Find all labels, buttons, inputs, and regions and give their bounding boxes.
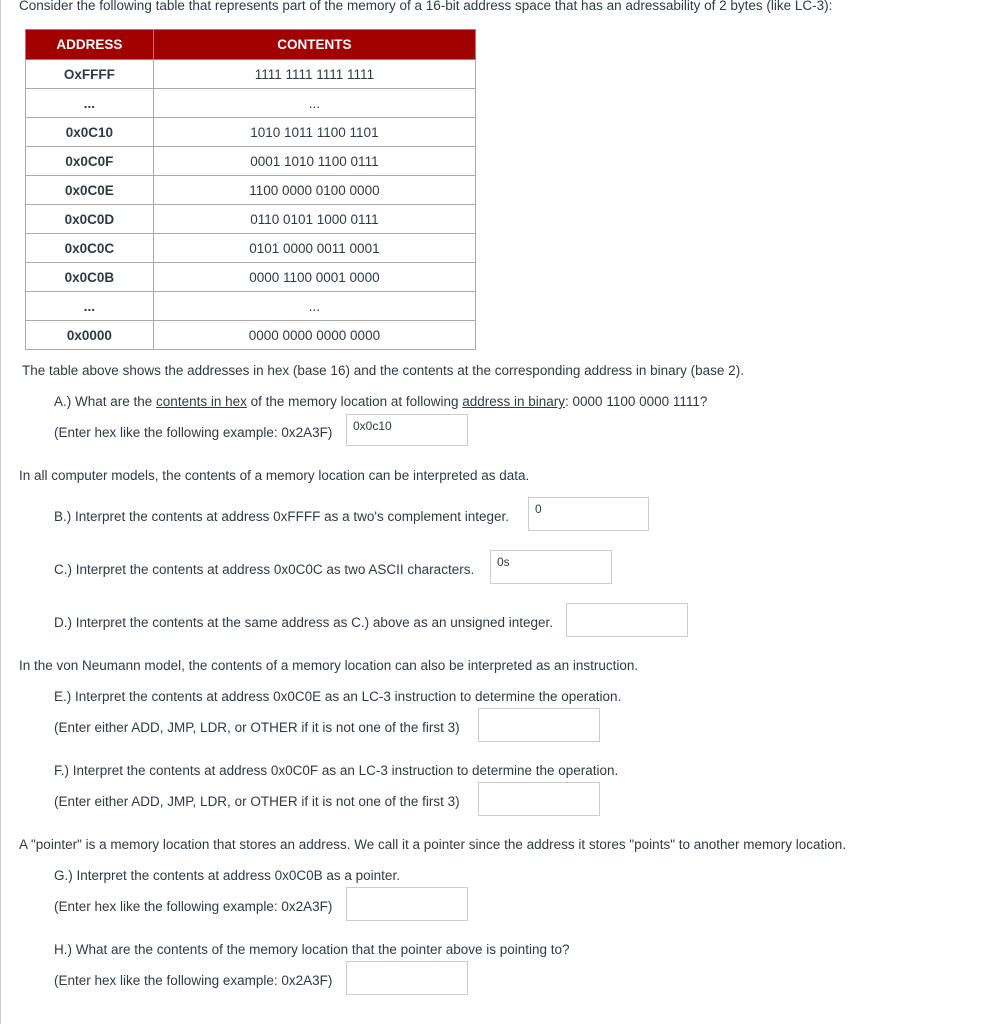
answer-a-input[interactable]: 0x0c10 (346, 414, 468, 446)
address-cell: ... (26, 89, 154, 118)
answer-d-input[interactable] (566, 603, 688, 637)
contents-cell: 1111 1111 1111 1111 (153, 60, 475, 89)
answer-g-input[interactable] (346, 887, 468, 921)
address-cell: 0x0C0C (26, 234, 154, 263)
answer-b-input[interactable]: 0 (528, 497, 649, 531)
contents-cell: 1010 1011 1100 1101 (153, 118, 475, 147)
question-a-part: A.) What are the (54, 394, 157, 409)
address-cell: 0x0C0D (26, 205, 154, 234)
pointer-intro-text: A "pointer" is a memory location that stores an address. We call it a pointer since the address it stores "points" to another memory location. (19, 837, 847, 852)
question-g-hint: (Enter hex like the following example: 0x2A3F) (54, 899, 333, 914)
data-intro-text: In all computer models, the contents of a memory location can be interpreted as data. (19, 468, 530, 483)
question-e-hint: (Enter either ADD, JMP, LDR, or OTHER if it is not one of the first 3) (54, 720, 460, 735)
contents-header: CONTENTS (153, 30, 475, 60)
answer-f-input[interactable] (478, 782, 600, 816)
contents-cell: 0110 0101 1000 0111 (153, 205, 475, 234)
table-row (26, 321, 476, 350)
instruction-intro-text: In the von Neumann model, the contents of a memory location can also be interpreted as an instruction. (19, 658, 639, 673)
address-cell: 0x0C0B (26, 263, 154, 292)
table-header-row (26, 30, 476, 60)
question-a-part: : 0000 1100 0000 1111? (565, 394, 708, 409)
answer-c-input[interactable]: 0s (490, 550, 612, 584)
answer-h-input[interactable] (346, 961, 468, 995)
intro-text: Consider the following table that represents part of the memory of a 16-bit address space that has an adressability of 2 bytes (like LC-3): (19, 0, 833, 13)
table-row (26, 176, 476, 205)
table-row (26, 147, 476, 176)
contents-in-hex-term: contents in hex (156, 394, 247, 409)
address-cell: 0x0C10 (26, 118, 154, 147)
contents-cell: 0000 0000 0000 0000 (153, 321, 475, 350)
table-row (26, 118, 476, 147)
address-cell: 0x0C0E (26, 176, 154, 205)
contents-cell: ... (153, 89, 475, 118)
memory-table (25, 29, 476, 350)
answer-e-input[interactable] (478, 708, 600, 742)
question-g-text: G.) Interpret the contents at address 0x0C0B as a pointer. (54, 868, 400, 883)
left-border (0, 0, 1, 1024)
address-cell: 0x0000 (26, 321, 154, 350)
address-cell: OxFFFF (26, 60, 154, 89)
contents-cell: 0001 1010 1100 0111 (153, 147, 475, 176)
question-a-part: of the memory location at following (246, 394, 463, 409)
address-header: ADDRESS (26, 30, 154, 60)
address-in-binary-term: address in binary (462, 394, 566, 409)
contents-cell: 0101 0000 0011 0001 (153, 234, 475, 263)
contents-cell: 1100 0000 0100 0000 (153, 176, 475, 205)
question-f-hint: (Enter either ADD, JMP, LDR, or OTHER if it is not one of the first 3) (54, 794, 460, 809)
question-a-text (54, 394, 707, 409)
question-h-text: H.) What are the contents of the memory location that the pointer above is pointing to? (54, 942, 570, 957)
question-c-text: C.) Interpret the contents at address 0x0C0C as two ASCII characters. (54, 562, 475, 577)
contents-cell: ... (153, 292, 475, 321)
table-row (26, 60, 476, 89)
contents-cell: 0000 1100 0001 0000 (153, 263, 475, 292)
table-row (26, 205, 476, 234)
table-row (26, 292, 476, 321)
address-cell: ... (26, 292, 154, 321)
table-row (26, 234, 476, 263)
question-h-hint: (Enter hex like the following example: 0x2A3F) (54, 973, 333, 988)
question-e-text: E.) Interpret the contents at address 0x0C0E as an LC-3 instruction to determine the operation. (54, 689, 622, 704)
address-cell: 0x0C0F (26, 147, 154, 176)
question-a-hint: (Enter hex like the following example: 0x2A3F) (54, 425, 333, 440)
question-f-text: F.) Interpret the contents at address 0x0C0F as an LC-3 instruction to determine the operation. (54, 763, 619, 778)
question-d-text: D.) Interpret the contents at the same address as C.) above as an unsigned integer. (54, 615, 554, 630)
table-row (26, 263, 476, 292)
question-b-text: B.) Interpret the contents at address 0xFFFF as a two's complement integer. (54, 509, 510, 524)
table-note: The table above shows the addresses in hex (base 16) and the contents at the corresponding address in binary (base 2). (22, 363, 744, 378)
table-row (26, 89, 476, 118)
